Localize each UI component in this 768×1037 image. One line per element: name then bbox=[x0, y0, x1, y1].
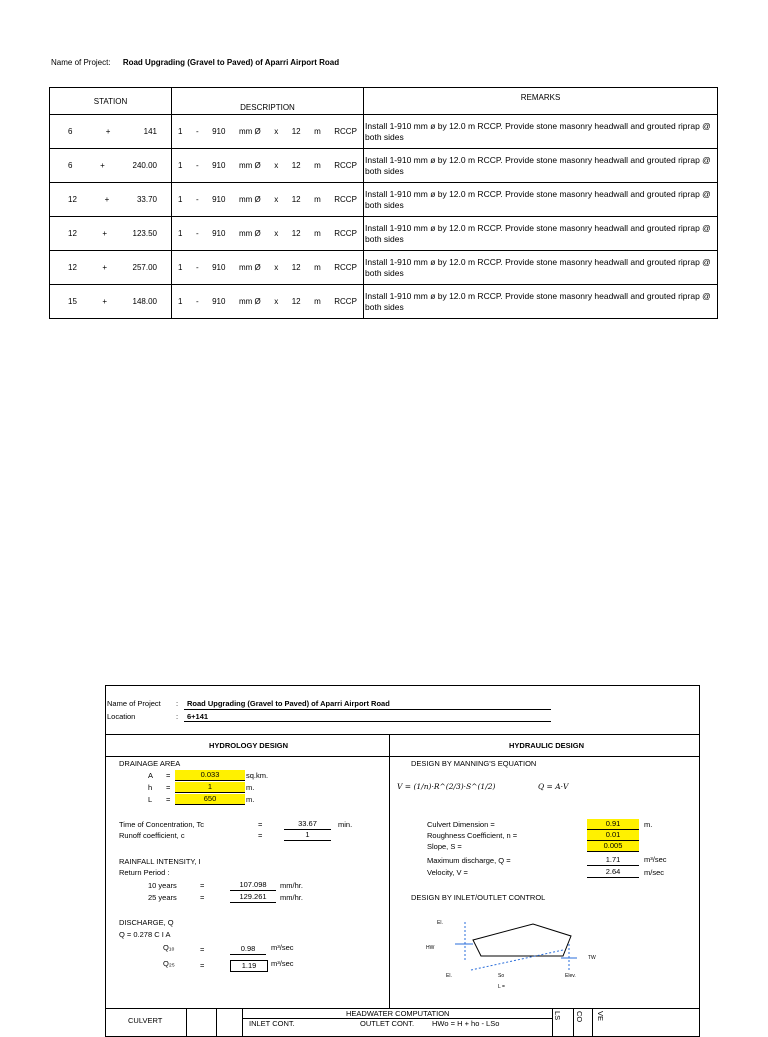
v-unit: m/sec bbox=[644, 868, 665, 877]
s-value: 0.005 bbox=[587, 841, 639, 852]
desc-meter: m bbox=[314, 161, 321, 170]
diagram-el-left: El. bbox=[446, 973, 452, 979]
project-line bbox=[51, 58, 339, 67]
remarks-cell bbox=[364, 251, 718, 285]
header-remarks: REMARKS bbox=[364, 88, 718, 115]
remarks-cell bbox=[364, 285, 718, 319]
station-km: 15 bbox=[68, 297, 77, 306]
desc-diameter: 910 bbox=[212, 195, 226, 204]
dim-label: Culvert Dimension = bbox=[427, 820, 495, 829]
y10-unit: mm/hr. bbox=[280, 881, 303, 890]
desc-length: 12 bbox=[291, 127, 301, 136]
description-cell bbox=[172, 217, 364, 251]
desc-unit: mm Ø bbox=[238, 229, 261, 238]
desc-type: RCCP bbox=[334, 263, 357, 272]
description-cell bbox=[172, 183, 364, 217]
diagram-so: So bbox=[498, 973, 505, 979]
station-offset: 148.00 bbox=[132, 297, 157, 306]
table-row bbox=[50, 149, 718, 183]
outlet-control: OUTLET CONT. bbox=[360, 1019, 415, 1028]
desc-times: x bbox=[274, 127, 279, 136]
desc-unit: mm Ø bbox=[238, 127, 261, 136]
remarks-text: Install 1-910 mm ø by 12.0 m RCCP. Provide stone masonry headwall and grouted riprap @ both sides bbox=[365, 222, 711, 244]
y10-label: 10 years bbox=[148, 881, 177, 890]
remarks-cell bbox=[364, 217, 718, 251]
project-underline bbox=[184, 709, 551, 710]
desc-meter: m bbox=[314, 263, 321, 272]
desc-length: 12 bbox=[291, 195, 301, 204]
station-offset: 123.50 bbox=[132, 229, 157, 238]
desc-type: RCCP bbox=[334, 161, 357, 170]
desc-dash: - bbox=[195, 195, 199, 204]
header-description: DESCRIPTION bbox=[172, 88, 364, 115]
tc-unit: min. bbox=[338, 820, 353, 829]
desc-diameter: 910 bbox=[212, 229, 226, 238]
desc-length: 12 bbox=[291, 297, 301, 306]
tc-value: 33.67 bbox=[284, 819, 331, 830]
discharge-formula: Q = 0.278 C I A bbox=[119, 930, 171, 939]
drainage-area-label: DRAINAGE AREA bbox=[119, 759, 181, 768]
y25-unit: mm/hr. bbox=[280, 893, 303, 902]
L-eq: = bbox=[166, 795, 171, 804]
qmax-label: Maximum discharge, Q = bbox=[427, 856, 511, 865]
remarks-cell bbox=[364, 149, 718, 183]
L-value: 650 bbox=[175, 794, 245, 805]
station-cell bbox=[50, 285, 172, 319]
desc-type: RCCP bbox=[334, 195, 357, 204]
header-divider bbox=[106, 734, 699, 735]
manning-equation: V = (1/n)·R^(2/3)·S^(1/2) bbox=[397, 782, 496, 791]
q10-label: Q₁₀ bbox=[163, 943, 175, 952]
desc-diameter: 910 bbox=[212, 263, 226, 272]
desc-dash: - bbox=[195, 263, 199, 272]
sheet-location-value: 6+141 bbox=[187, 712, 209, 721]
desc-meter: m bbox=[314, 297, 321, 306]
desc-meter: m bbox=[314, 195, 321, 204]
desc-unit: mm Ø bbox=[238, 297, 261, 306]
return-period-label: Return Period : bbox=[119, 868, 170, 877]
bottom-col-1 bbox=[186, 1008, 187, 1036]
h-value: 1 bbox=[175, 782, 245, 793]
tc-eq: = bbox=[258, 820, 263, 829]
station-offset: 141 bbox=[143, 127, 157, 136]
remarks-text: Install 1-910 mm ø by 12.0 m RCCP. Provide stone masonry headwall and grouted riprap @ both sides bbox=[365, 290, 711, 312]
bottom-col-2 bbox=[216, 1008, 217, 1036]
desc-times: x bbox=[274, 161, 279, 170]
bottom-rot-ve: VE bbox=[596, 1011, 605, 1022]
sheet-project-name: Road Upgrading (Gravel to Paved) of Aparri Airport Road bbox=[187, 699, 390, 708]
column-divider bbox=[389, 734, 390, 1008]
culvert-table bbox=[49, 87, 718, 319]
station-plus: + bbox=[100, 161, 105, 170]
station-plus: + bbox=[102, 229, 108, 238]
desc-unit: mm Ø bbox=[238, 263, 261, 272]
desc-type: RCCP bbox=[334, 297, 357, 306]
description-cell bbox=[172, 149, 364, 183]
q25-eq: = bbox=[200, 961, 205, 970]
discharge-label: DISCHARGE, Q bbox=[119, 918, 174, 927]
bottom-col-6 bbox=[592, 1008, 593, 1036]
desc-times: x bbox=[274, 263, 279, 272]
design-sheet bbox=[105, 685, 700, 1037]
rainfall-label: RAINFALL INTENSITY, I bbox=[119, 857, 201, 866]
c-eq: = bbox=[258, 831, 263, 840]
desc-length: 12 bbox=[291, 161, 301, 170]
station-offset: 33.70 bbox=[136, 195, 157, 204]
hydraulic-title: HYDRAULIC DESIGN bbox=[509, 741, 585, 750]
desc-unit: mm Ø bbox=[238, 195, 261, 204]
desc-qty: 1 bbox=[178, 127, 183, 136]
diagram-el-top: El. bbox=[437, 920, 443, 926]
dim-value: 0.91 bbox=[587, 819, 639, 830]
hydrology-title: HYDROLOGY DESIGN bbox=[209, 741, 289, 750]
station-plus: + bbox=[105, 127, 111, 136]
q10-eq: = bbox=[200, 945, 205, 954]
remarks-text: Install 1-910 mm ø by 12.0 m RCCP. Provide stone masonry headwall and grouted riprap @ both sides bbox=[365, 256, 711, 278]
desc-diameter: 910 bbox=[212, 127, 226, 136]
desc-dash: - bbox=[195, 297, 199, 306]
project-name: Road Upgrading (Gravel to Paved) of Aparri Airport Road bbox=[122, 58, 340, 67]
q10-unit: m³/sec bbox=[271, 943, 294, 952]
q10-value: 0.98 bbox=[230, 944, 266, 955]
header-station: STATION bbox=[50, 88, 172, 115]
desc-type: RCCP bbox=[334, 127, 357, 136]
L-unit: m. bbox=[246, 795, 255, 804]
station-offset: 257.00 bbox=[132, 263, 157, 272]
desc-times: x bbox=[274, 297, 279, 306]
station-plus: + bbox=[104, 195, 110, 204]
station-km: 12 bbox=[68, 229, 77, 238]
A-unit: sq.km. bbox=[246, 771, 269, 780]
desc-qty: 1 bbox=[178, 161, 183, 170]
sheet-colon-1: : bbox=[176, 699, 179, 708]
bottom-col-5 bbox=[573, 1008, 574, 1036]
project-label: Name of Project: bbox=[51, 58, 111, 67]
y25-eq: = bbox=[200, 893, 205, 902]
bottom-col-3 bbox=[242, 1008, 243, 1036]
discharge-equation: Q = A·V bbox=[538, 782, 569, 791]
L-label: L bbox=[148, 795, 153, 804]
qmax-value: 1.71 bbox=[587, 855, 639, 866]
n-value: 0.01 bbox=[587, 830, 639, 841]
c-label: Runoff coefficient, c bbox=[119, 831, 185, 840]
desc-qty: 1 bbox=[178, 297, 183, 306]
h-unit: m. bbox=[246, 783, 255, 792]
c-value: 1 bbox=[284, 830, 331, 841]
station-km: 6 bbox=[68, 161, 73, 170]
desc-qty: 1 bbox=[178, 195, 183, 204]
sheet-location-label: Location bbox=[107, 712, 136, 721]
hwo-formula: HWo = H + ho - LSo bbox=[432, 1019, 500, 1028]
y10-value: 107.098 bbox=[230, 880, 276, 891]
desc-meter: m bbox=[314, 127, 321, 136]
remarks-cell bbox=[364, 183, 718, 217]
culvert-profile bbox=[473, 924, 571, 956]
culvert-header: CULVERT bbox=[128, 1016, 163, 1025]
n-label: Roughness Coefficient, n = bbox=[427, 831, 518, 840]
station-km: 6 bbox=[68, 127, 73, 136]
sheet-colon-2: : bbox=[176, 712, 179, 721]
remarks-text: Install 1-910 mm ø by 12.0 m RCCP. Provide stone masonry headwall and grouted riprap @ both sides bbox=[365, 154, 711, 176]
A-eq: = bbox=[166, 771, 171, 780]
remarks-text: Install 1-910 mm ø by 12.0 m RCCP. Provide stone masonry headwall and grouted riprap @ both sides bbox=[365, 188, 711, 210]
table-row bbox=[50, 183, 718, 217]
manning-title: DESIGN BY MANNING'S EQUATION bbox=[411, 759, 537, 768]
q25-label: Q₂₅ bbox=[163, 959, 175, 968]
description-cell bbox=[172, 115, 364, 149]
desc-dash: - bbox=[195, 127, 199, 136]
table-row bbox=[50, 217, 718, 251]
inlet-control: INLET CONT. bbox=[249, 1019, 295, 1028]
desc-length: 12 bbox=[291, 229, 301, 238]
desc-times: x bbox=[274, 229, 279, 238]
y25-value: 129.261 bbox=[230, 892, 276, 903]
remarks-text: Install 1-910 mm ø by 12.0 m RCCP. Provide stone masonry headwall and grouted riprap @ both sides bbox=[365, 120, 711, 142]
station-km: 12 bbox=[68, 195, 77, 204]
desc-unit: mm Ø bbox=[238, 161, 261, 170]
remarks-cell bbox=[364, 115, 718, 149]
station-cell bbox=[50, 183, 172, 217]
A-label: A bbox=[148, 771, 154, 780]
dim-unit: m. bbox=[644, 820, 653, 829]
desc-dash: - bbox=[195, 161, 199, 170]
table-row bbox=[50, 115, 718, 149]
v-label: Velocity, V = bbox=[427, 868, 468, 877]
hw-computation-title: HEADWATER COMPUTATION bbox=[346, 1009, 450, 1018]
h-label: h bbox=[148, 783, 153, 792]
desc-length: 12 bbox=[291, 263, 301, 272]
y10-eq: = bbox=[200, 881, 205, 890]
desc-meter: m bbox=[314, 229, 321, 238]
diagram-tw: TW bbox=[588, 955, 596, 961]
desc-type: RCCP bbox=[334, 229, 357, 238]
sheet-project-label: Name of Project bbox=[107, 699, 161, 708]
q25-value: 1.19 bbox=[230, 960, 268, 972]
tc-label: Time of Concentration, Tc bbox=[119, 820, 205, 829]
qmax-unit: m³/sec bbox=[644, 855, 667, 864]
station-offset: 240.00 bbox=[132, 161, 157, 170]
location-underline bbox=[184, 721, 551, 722]
bottom-rot-co: CO bbox=[575, 1011, 584, 1023]
table-header bbox=[50, 88, 718, 115]
desc-qty: 1 bbox=[178, 263, 183, 272]
desc-dash: - bbox=[195, 229, 199, 238]
station-cell bbox=[50, 149, 172, 183]
desc-qty: 1 bbox=[178, 229, 183, 238]
description-cell bbox=[172, 251, 364, 285]
title-divider bbox=[106, 756, 699, 757]
io-title: DESIGN BY INLET/OUTLET CONTROL bbox=[411, 893, 546, 902]
station-km: 12 bbox=[68, 263, 77, 272]
v-value: 2.64 bbox=[587, 867, 639, 878]
s-label: Slope, S = bbox=[427, 842, 462, 851]
diagram-length: L = bbox=[498, 984, 505, 990]
y25-label: 25 years bbox=[148, 893, 177, 902]
table-row bbox=[50, 285, 718, 319]
slope-line bbox=[471, 950, 563, 970]
desc-times: x bbox=[274, 195, 279, 204]
A-value: 0.033 bbox=[175, 770, 245, 781]
q25-unit: m³/sec bbox=[271, 959, 294, 968]
table-row bbox=[50, 251, 718, 285]
station-plus: + bbox=[102, 263, 108, 272]
culvert-diagram bbox=[451, 914, 601, 984]
desc-diameter: 910 bbox=[212, 161, 226, 170]
station-cell bbox=[50, 251, 172, 285]
station-cell bbox=[50, 115, 172, 149]
bottom-rot-ls: LS bbox=[553, 1011, 562, 1021]
description-cell bbox=[172, 285, 364, 319]
station-plus: + bbox=[102, 297, 108, 306]
desc-diameter: 910 bbox=[212, 297, 226, 306]
diagram-elev: Elev. bbox=[565, 973, 576, 979]
station-cell bbox=[50, 217, 172, 251]
h-eq: = bbox=[166, 783, 171, 792]
diagram-hw: HW bbox=[426, 945, 435, 951]
